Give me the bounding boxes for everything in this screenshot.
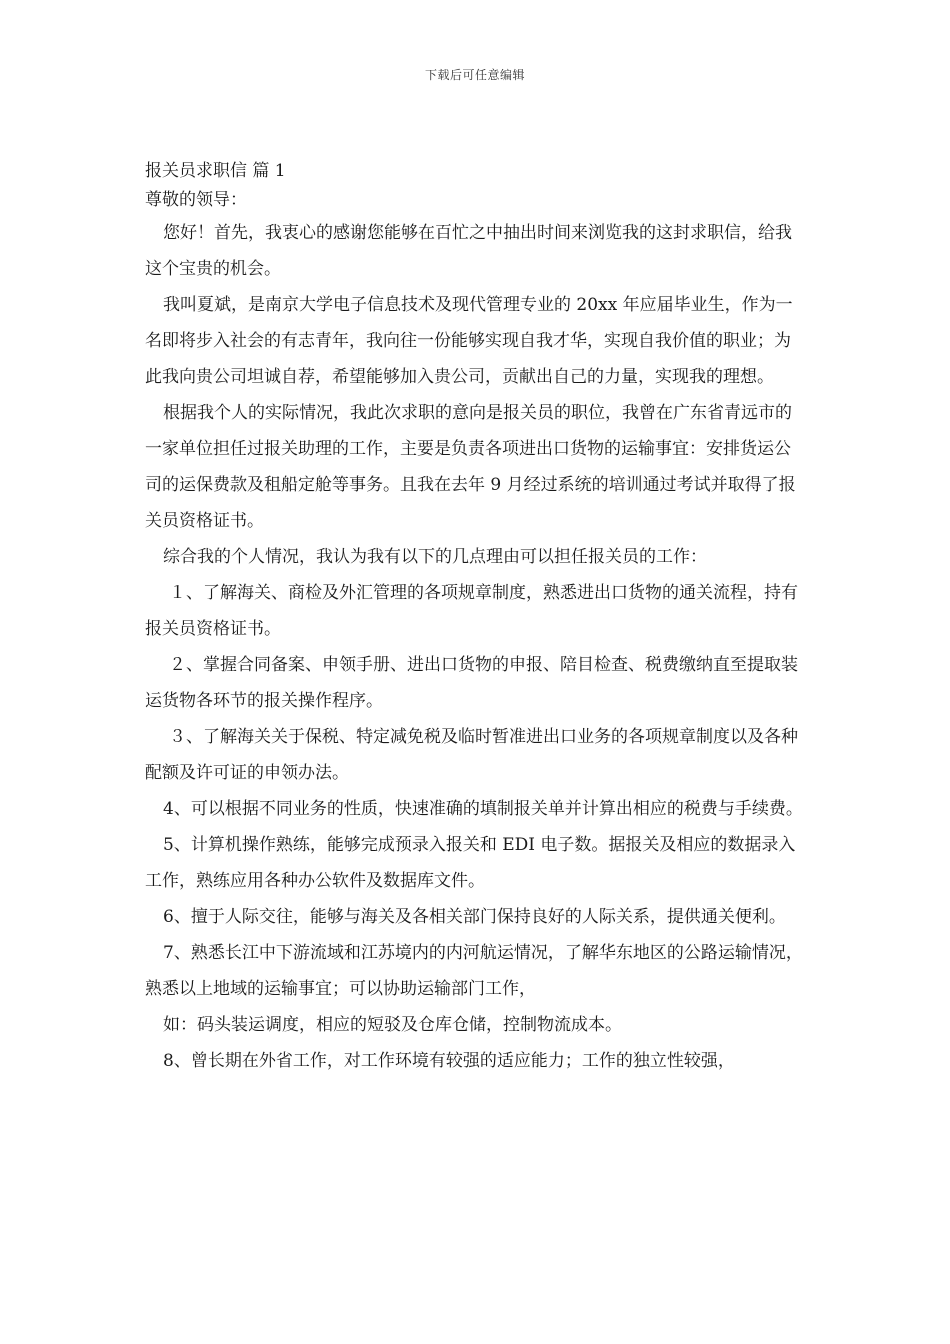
paragraph-greeting: 您好！首先，我衷心的感谢您能够在百忙之中抽出时间来浏览我的这封求职信，给我这个宝贵的机会。	[145, 223, 792, 279]
list-item-3: ３、了解海关关于保税、特定减免税及临时暂准进出口业务的各项规章制度以及各种配额及许可证的申领办法。	[145, 727, 798, 783]
document-body	[145, 157, 807, 1079]
list-item-2: ２、掌握合同备案、申领手册、进出口货物的申报、陪目检查、税费缴纳直至提取装运货物各环节的报关操作程序。	[145, 655, 798, 711]
page-header: 下载后可任意编辑	[424, 68, 525, 82]
paragraph-introduction: 我叫夏斌，是南京大学电子信息技术及现代管理专业的 20xx 年应届毕业生，作为一名即将步入社会的有志青年，我向往一份能够实现自我才华，实现自我价值的职业；为此我向贵公司坦诚自荐，希望能够加入贵公司，贡献出自己的力量，实现我的理想。	[145, 295, 793, 387]
paragraph-experience: 根据我个人的实际情况，我此次求职的意向是报关员的职位，我曾在广东省青远市的一家单位担任过报关助理的工作，主要是负责各项进出口货物的运输事宜：安排货运公司的运保费款及租船定舱等事务。且我在去年 9 月经过系统的培训通过考试并取得了报关员资格证书。	[145, 403, 796, 531]
list-item-7: 7、熟悉长江中下游流域和江苏境内的内河航运情况，了解华东地区的公路运输情况，熟悉以上地域的运输事宜；可以协助运输部门工作，	[145, 943, 803, 999]
list-item-7-example: 如：码头装运调度，相应的短驳及仓库仓储，控制物流成本。	[163, 1015, 622, 1035]
paragraph-reasons-intro: 综合我的个人情况，我认为我有以下的几点理由可以担任报关员的工作：	[163, 547, 707, 567]
list-item-8: 8、曾长期在外省工作，对工作环境有较强的适应能力；工作的独立性较强，	[163, 1051, 735, 1071]
list-item-1: １、了解海关、商检及外汇管理的各项规章制度，熟悉进出口货物的通关流程，持有报关员资格证书。	[145, 583, 798, 639]
document-title: 报关员求职信 篇 1	[145, 161, 286, 181]
salutation: 尊敬的领导：	[145, 190, 247, 210]
list-item-5: 5、计算机操作熟练，能够完成预录入报关和 EDI 电子数。据报关及相应的数据录入工作，熟练应用各种办公软件及数据库文件。	[145, 835, 796, 891]
list-item-6: 6、擅于人际交往，能够与海关及各相关部门保持良好的人际关系，提供通关便利。	[163, 907, 786, 927]
list-item-4: 4、可以根据不同业务的性质，快速准确的填制报关单并计算出相应的税费与手续费。	[163, 799, 803, 819]
